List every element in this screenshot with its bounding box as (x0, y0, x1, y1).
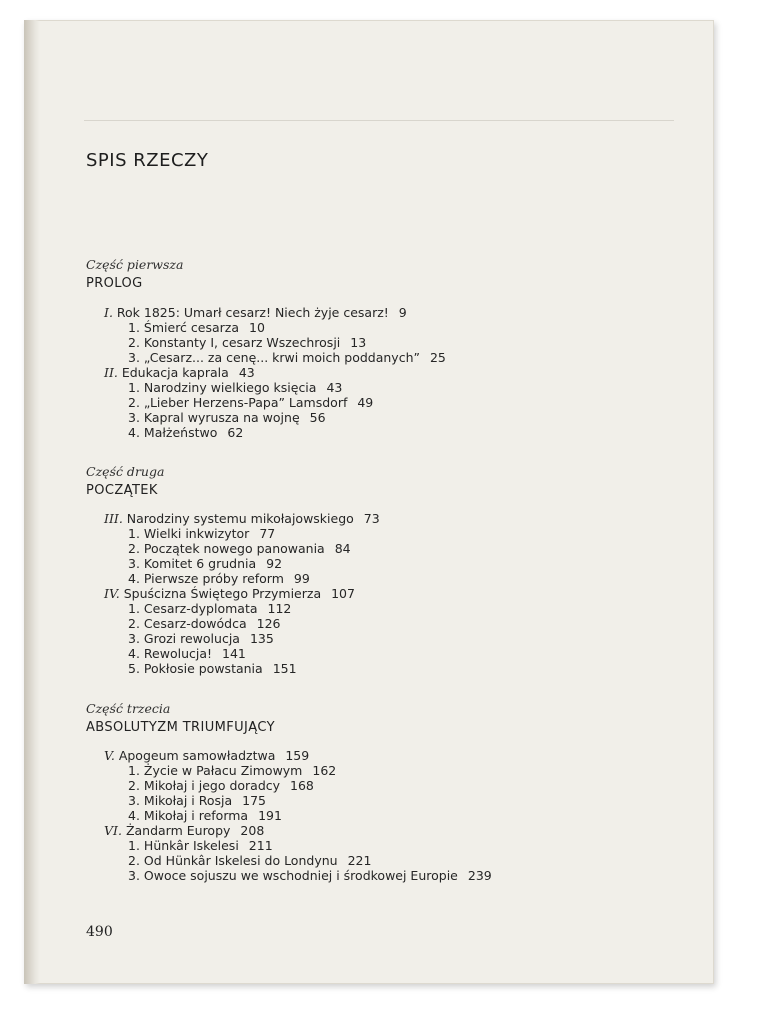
section-number: 1. (128, 380, 140, 395)
section-entry (128, 808, 282, 823)
section-number: 1. (128, 763, 140, 778)
part-title: ABSOLUTYZM TRIUMFUJĄCY (86, 720, 275, 735)
chapter-page: 9 (398, 305, 407, 320)
section-number: 1. (128, 601, 140, 616)
section-number: 4. (128, 571, 140, 586)
section-title: Mikołaj i reforma (143, 808, 249, 823)
section-number: 4. (128, 646, 140, 661)
section-title: Owoce sojuszu we wschodniej i środkowej Europie (143, 868, 458, 883)
section-number: 3. (128, 793, 140, 808)
section-number: 3. (128, 868, 140, 883)
section-number: 1. (128, 526, 140, 541)
chapter-title: Apogeum samowładztwa (118, 748, 276, 763)
section-entry (128, 571, 310, 586)
section-number: 2. (128, 395, 140, 410)
section-page: 151 (272, 661, 297, 676)
section-title: Cesarz-dowódca (143, 616, 247, 631)
chapter-numeral: III. (104, 511, 123, 526)
section-page: 62 (227, 425, 244, 440)
section-page: 141 (222, 646, 246, 661)
chapter-entry (104, 748, 309, 763)
chapter-entry (104, 511, 380, 526)
chapter-numeral: I. (104, 305, 113, 320)
chapter-page: 208 (240, 823, 265, 838)
section-entry (128, 350, 446, 365)
section-entry (128, 778, 314, 793)
part-title: POCZĄTEK (86, 483, 158, 498)
section-number: 4. (128, 808, 140, 823)
section-title: „Cesarz... za cenę... krwi moich poddanych” (143, 350, 420, 365)
section-page: 13 (350, 335, 367, 350)
table-of-contents (24, 20, 714, 984)
book-page (24, 20, 714, 984)
section-number: 2. (128, 616, 140, 631)
section-title: Cesarz-dyplomata (143, 601, 258, 616)
section-page: 239 (467, 868, 492, 883)
chapter-numeral: IV. (104, 586, 120, 601)
section-number: 2. (128, 853, 140, 868)
section-entry (128, 556, 282, 571)
section-number: 2. (128, 541, 140, 556)
section-page: 168 (290, 778, 314, 793)
section-entry (128, 661, 297, 676)
section-page: 49 (357, 395, 374, 410)
page-title: SPIS RZECZY (86, 150, 209, 171)
chapter-numeral: VI. (104, 823, 122, 838)
section-title: Rewolucja! (143, 646, 213, 661)
section-title: Śmierć cesarza (143, 320, 240, 335)
section-page: 211 (248, 838, 273, 853)
section-title: Wielki inkwizytor (143, 526, 250, 541)
section-number: 4. (128, 425, 140, 440)
section-title: Pierwsze próby reform (143, 571, 284, 586)
section-page: 84 (334, 541, 351, 556)
section-number: 3. (128, 350, 140, 365)
chapter-title: Żandarm Europy (125, 823, 231, 838)
section-title: Początek nowego panowania (143, 541, 325, 556)
section-entry (128, 380, 342, 395)
section-number: 5. (128, 661, 140, 676)
section-page: 135 (249, 631, 274, 646)
section-entry (128, 395, 373, 410)
section-entry (128, 838, 273, 853)
section-title: Mikołaj i Rosja (143, 793, 233, 808)
chapter-title: Spuścizna Świętego Przymierza (123, 586, 322, 601)
section-page: 25 (429, 350, 446, 365)
section-entry (128, 868, 492, 883)
section-title: Mikołaj i jego doradcy (143, 778, 281, 793)
chapter-page: 43 (238, 365, 255, 380)
section-page: 77 (259, 526, 276, 541)
section-title: Hünkâr Iskelesi (143, 838, 239, 853)
section-entry (128, 541, 351, 556)
section-entry (128, 320, 265, 335)
section-title: Życie w Pałacu Zimowym (143, 763, 303, 778)
section-page: 10 (249, 320, 265, 335)
section-number: 2. (128, 335, 140, 350)
section-page: 99 (293, 571, 310, 586)
section-number: 2. (128, 778, 140, 793)
part-title: PROLOG (86, 276, 143, 291)
section-page: 56 (309, 410, 326, 425)
section-page: 92 (266, 556, 283, 571)
section-title: Pokłosie powstania (143, 661, 263, 676)
section-page: 162 (312, 763, 337, 778)
section-entry (128, 410, 326, 425)
chapter-entry (104, 305, 407, 320)
section-entry (128, 793, 266, 808)
section-entry (128, 616, 281, 631)
part-label: Część pierwsza (86, 257, 184, 272)
section-entry (128, 335, 366, 350)
chapter-title: Rok 1825: Umarł cesarz! Niech żyje cesarz! (116, 305, 389, 320)
chapter-title: Edukacja kaprala (121, 365, 229, 380)
chapter-page: 159 (285, 748, 310, 763)
chapter-entry (104, 365, 255, 380)
chapter-numeral: V. (104, 748, 115, 763)
section-number: 3. (128, 631, 140, 646)
chapter-entry (104, 586, 355, 601)
section-title: Małżeństwo (143, 425, 218, 440)
section-page: 175 (242, 793, 267, 808)
section-number: 1. (128, 320, 140, 335)
section-number: 3. (128, 410, 140, 425)
section-number: 3. (128, 556, 140, 571)
section-page: 221 (347, 853, 372, 868)
section-title: Narodziny wielkiego księcia (143, 380, 317, 395)
chapter-title: Narodziny systemu mikołajowskiego (126, 511, 354, 526)
page-number: 490 (86, 924, 113, 940)
section-entry (128, 646, 246, 661)
chapter-numeral: II. (104, 365, 118, 380)
section-title: Konstanty I, cesarz Wszechrosji (143, 335, 341, 350)
section-entry (128, 853, 371, 868)
section-entry (128, 425, 243, 440)
section-page: 112 (267, 601, 292, 616)
section-title: Kapral wyrusza na wojnę (143, 410, 300, 425)
section-entry (128, 631, 274, 646)
chapter-page: 73 (363, 511, 380, 526)
section-entry (128, 601, 291, 616)
section-entry (128, 763, 336, 778)
section-title: Komitet 6 grudnia (143, 556, 257, 571)
section-page: 126 (256, 616, 281, 631)
section-number: 1. (128, 838, 140, 853)
chapter-entry (104, 823, 264, 838)
section-title: Grozi rewolucja (143, 631, 240, 646)
chapter-page: 107 (331, 586, 355, 601)
section-title: Od Hünkâr Iskelesi do Londynu (143, 853, 338, 868)
part-label: Część druga (86, 464, 165, 479)
section-title: „Lieber Herzens-Papa” Lamsdorf (143, 395, 348, 410)
part-label: Część trzecia (86, 701, 171, 716)
section-page: 43 (326, 380, 343, 395)
section-page: 191 (258, 808, 282, 823)
section-entry (128, 526, 275, 541)
